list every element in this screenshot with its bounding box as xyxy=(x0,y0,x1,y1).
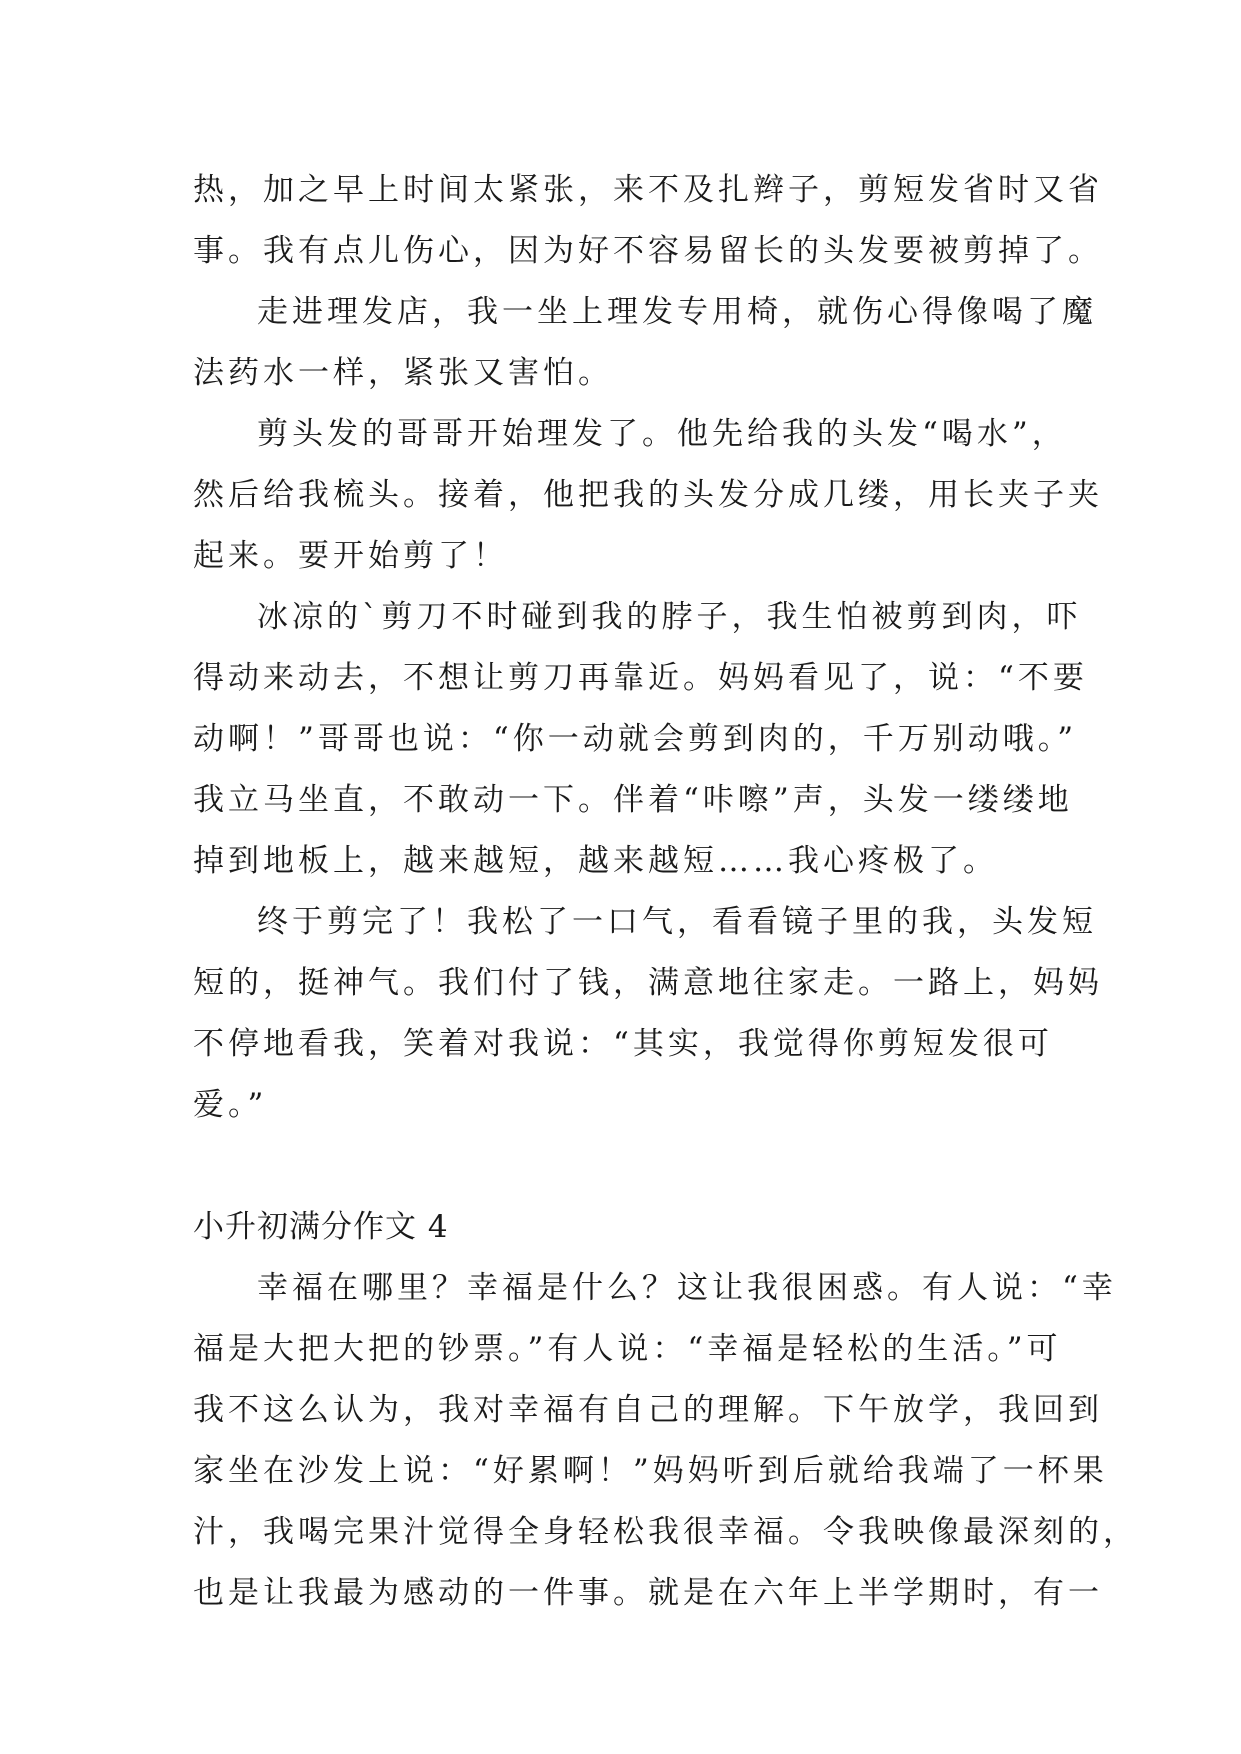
text-line: 动啊！”哥哥也说：“你一动就会剪到肉的，千万别动哦。” xyxy=(193,721,1078,757)
text-line: 我立马坐直，不敢动一下。伴着“咔嚓”声，头发一缕缕地 xyxy=(193,782,1073,818)
text-line: 起来。要开始剪了！ xyxy=(193,538,508,574)
section-heading: 小升初满分作文 4 xyxy=(193,1209,449,1245)
text-line: 法药水一样，紧张又害怕。 xyxy=(193,355,613,391)
text-line: 然后给我梳头。接着，他把我的头发分成几缕，用长夹子夹 xyxy=(193,477,1103,513)
text-line: 家坐在沙发上说：“好累啊！”妈妈听到后就给我端了一杯果 xyxy=(193,1453,1108,1489)
text-line: 爱。” xyxy=(193,1087,268,1123)
paragraph-start-line: 终于剪完了！我松了一口气，看看镜子里的我，头发短 xyxy=(257,904,1097,940)
text-line: 得动来动去，不想让剪刀再靠近。妈妈看见了，说：“不要 xyxy=(193,660,1088,696)
paragraph-start-line: 冰凉的`剪刀不时碰到我的脖子，我生怕被剪到肉，吓 xyxy=(257,599,1082,635)
paragraph-start-line: 剪头发的哥哥开始理发了。他先给我的头发“喝水”， xyxy=(257,416,1067,452)
text-line: 短的，挺神气。我们付了钱，满意地往家走。一路上，妈妈 xyxy=(193,965,1103,1001)
paragraph-start-line: 走进理发店，我一坐上理发专用椅，就伤心得像喝了魔 xyxy=(257,294,1097,330)
text-line: 我不这么认为，我对幸福有自己的理解。下午放学，我回到 xyxy=(193,1392,1103,1428)
text-line: 福是大把大把的钞票。”有人说：“幸福是轻松的生活。”可 xyxy=(193,1331,1062,1367)
text-line: 事。我有点儿伤心，因为好不容易留长的头发要被剪掉了。 xyxy=(193,233,1103,269)
paragraph-start-line: 幸福在哪里？幸福是什么？这让我很困惑。有人说：“幸 xyxy=(257,1270,1117,1306)
text-line: 也是让我最为感动的一件事。就是在六年上半学期时，有一 xyxy=(193,1575,1103,1611)
text-line: 汁，我喝完果汁觉得全身轻松我很幸福。令我映像最深刻的， xyxy=(193,1514,1138,1550)
text-line: 热，加之早上时间太紧张，来不及扎辫子，剪短发省时又省 xyxy=(193,172,1103,208)
text-line: 不停地看我，笑着对我说：“其实，我觉得你剪短发很可 xyxy=(193,1026,1053,1062)
text-line: 掉到地板上，越来越短，越来越短……我心疼极了。 xyxy=(193,843,998,879)
document-page xyxy=(193,160,1138,1624)
